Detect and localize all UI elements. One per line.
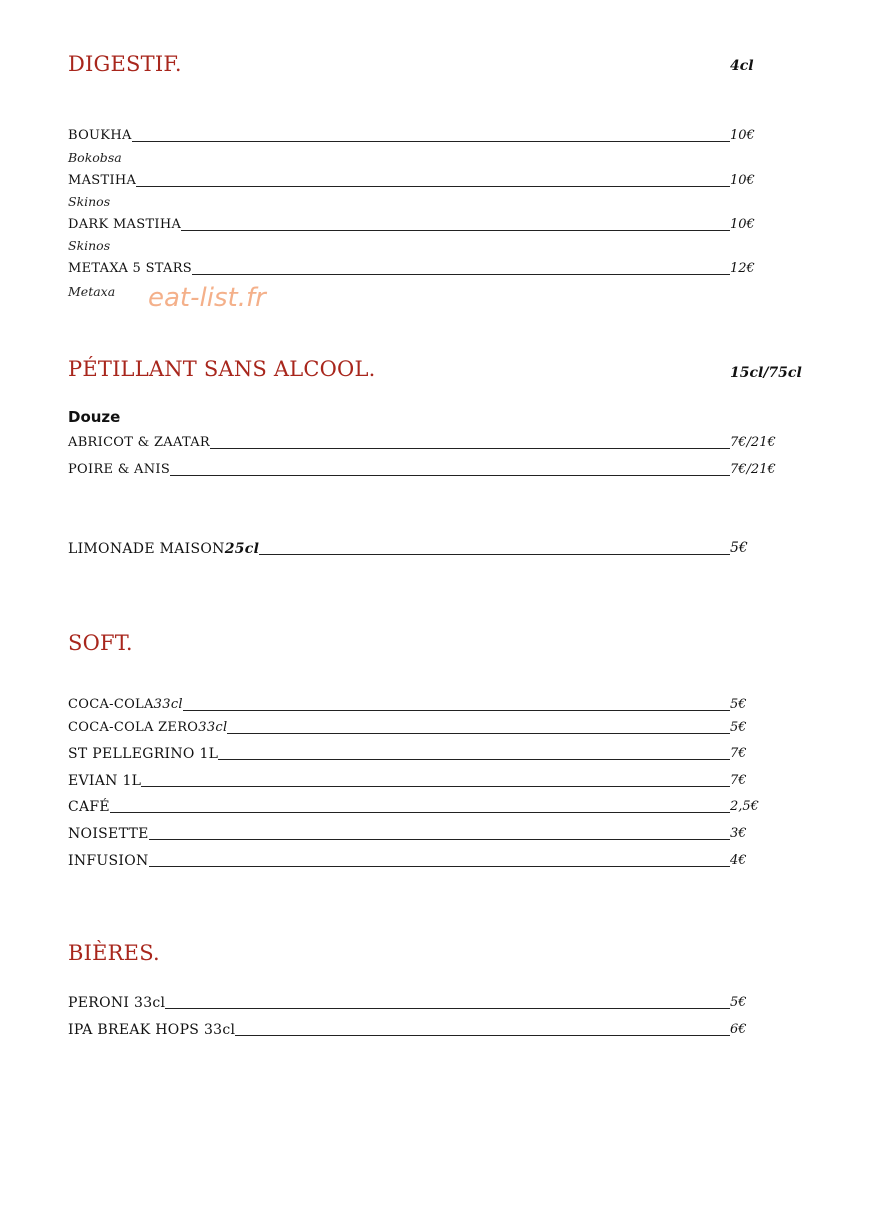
menu-item-evian bbox=[68, 771, 730, 789]
section-title-bieres: BIÈRES. bbox=[68, 941, 160, 965]
leader-line bbox=[149, 838, 730, 840]
item-price: 12€ bbox=[730, 261, 755, 276]
menu-item-boukha bbox=[68, 126, 730, 144]
menu-item-noisette bbox=[68, 824, 730, 842]
item-name: PERONI 33cl bbox=[68, 995, 166, 1011]
item-price: 5€ bbox=[730, 697, 747, 712]
item-volume: 33cl bbox=[153, 697, 183, 712]
menu-item-peroni bbox=[68, 993, 730, 1011]
leader-line bbox=[218, 758, 730, 760]
leader-line bbox=[259, 553, 730, 555]
leader-line bbox=[181, 229, 730, 231]
item-name: COCA-COLA bbox=[68, 697, 154, 712]
item-price: 10€ bbox=[730, 217, 755, 232]
item-name: MASTIHA bbox=[68, 173, 137, 188]
item-price: 5€ bbox=[730, 995, 747, 1010]
item-name: IPA BREAK HOPS 33cl bbox=[68, 1022, 236, 1038]
leader-line bbox=[227, 732, 730, 734]
item-price: 7€/21€ bbox=[730, 435, 776, 450]
digestif-unit: 4cl bbox=[730, 58, 754, 74]
menu-item-coca-cola-zero bbox=[68, 718, 730, 736]
menu-item-limonade bbox=[68, 539, 730, 557]
leader-line bbox=[132, 140, 730, 142]
menu-item-coca-cola bbox=[68, 695, 730, 713]
item-name: ST PELLEGRINO 1L bbox=[68, 746, 219, 762]
item-name: LIMONADE MAISON bbox=[68, 541, 225, 557]
leader-line bbox=[165, 1007, 730, 1009]
leader-line bbox=[170, 474, 730, 476]
leader-line bbox=[110, 811, 730, 813]
brand-name: Douze bbox=[68, 408, 121, 426]
item-volume: 33cl bbox=[198, 720, 228, 735]
menu-item-st-pellegrino bbox=[68, 744, 730, 762]
item-price: 4€ bbox=[730, 853, 747, 868]
item-volume: 25cl bbox=[224, 541, 260, 557]
menu-item-poire-anis bbox=[68, 460, 730, 478]
petillant-unit: 15cl/75cl bbox=[730, 365, 802, 381]
item-name: BOUKHA bbox=[68, 128, 132, 143]
item-name: EVIAN 1L bbox=[68, 773, 142, 789]
leader-line bbox=[136, 185, 730, 187]
leader-line bbox=[149, 865, 730, 867]
leader-line bbox=[183, 709, 730, 711]
item-producer: Skinos bbox=[68, 238, 111, 253]
item-price: 3€ bbox=[730, 826, 747, 841]
item-name: COCA-COLA ZERO bbox=[68, 720, 199, 735]
item-price: 7€/21€ bbox=[730, 462, 776, 477]
item-price: 7€ bbox=[730, 746, 747, 761]
item-price: 10€ bbox=[730, 173, 755, 188]
item-price: 5€ bbox=[730, 720, 747, 735]
item-name: POIRE & ANIS bbox=[68, 462, 171, 477]
item-price: 7€ bbox=[730, 773, 747, 788]
item-price: 6€ bbox=[730, 1022, 747, 1037]
menu-item-ipa-break-hops bbox=[68, 1020, 730, 1038]
menu-item-cafe bbox=[68, 797, 730, 815]
leader-line bbox=[141, 785, 730, 787]
section-title-digestif: DIGESTIF. bbox=[68, 52, 182, 76]
item-name: NOISETTE bbox=[68, 826, 149, 842]
menu-item-dark-mastiha bbox=[68, 215, 730, 233]
item-producer: Metaxa bbox=[68, 284, 116, 299]
item-name: DARK MASTIHA bbox=[68, 217, 182, 232]
item-name: ABRICOT & ZAATAR bbox=[68, 435, 211, 450]
item-producer: Bokobsa bbox=[68, 150, 122, 165]
item-producer: Skinos bbox=[68, 194, 111, 209]
item-price: 5€ bbox=[730, 540, 748, 556]
section-title-petillant: PÉTILLANT SANS ALCOOL. bbox=[68, 357, 376, 381]
leader-line bbox=[235, 1034, 730, 1036]
watermark: eat-list.fr bbox=[148, 283, 266, 313]
item-name: METAXA 5 STARS bbox=[68, 261, 193, 276]
menu-item-infusion bbox=[68, 851, 730, 869]
leader-line bbox=[210, 447, 730, 449]
item-price: 10€ bbox=[730, 128, 755, 143]
menu-item-abricot-zaatar bbox=[68, 433, 730, 451]
section-title-soft: SOFT. bbox=[68, 631, 133, 655]
menu-item-metaxa bbox=[68, 259, 730, 277]
item-name: CAFÉ bbox=[68, 799, 110, 815]
item-price: 2,5€ bbox=[730, 799, 759, 814]
leader-line bbox=[192, 273, 730, 275]
menu-item-mastiha bbox=[68, 171, 730, 189]
item-name: INFUSION bbox=[68, 853, 149, 869]
